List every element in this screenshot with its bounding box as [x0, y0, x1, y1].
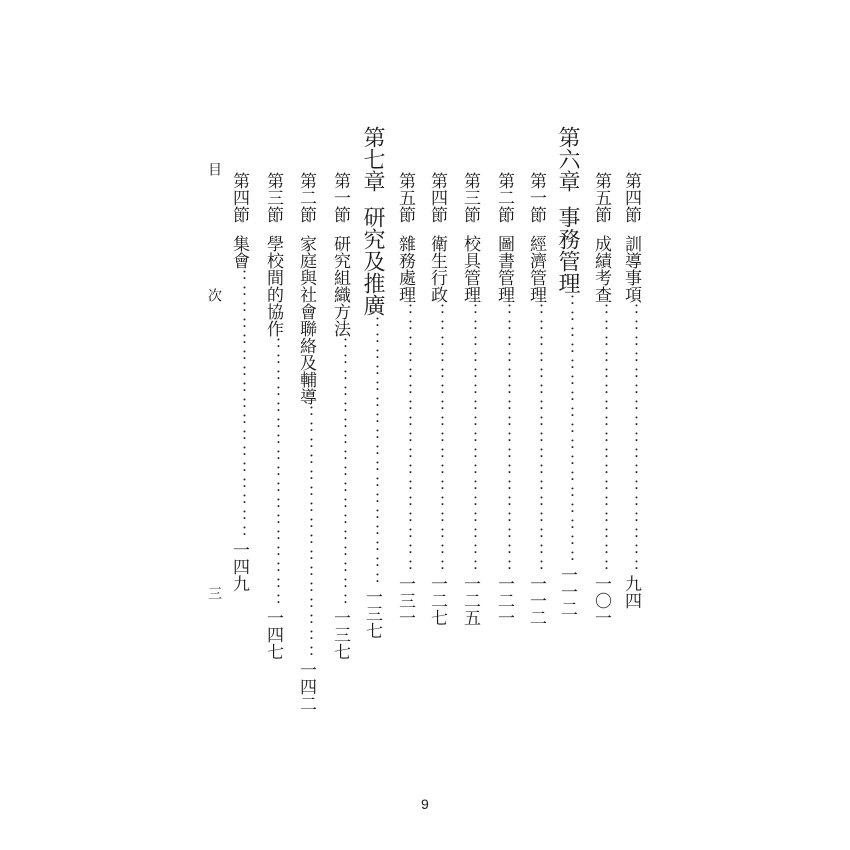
toc-leader: ：：：：：：：：：：：：：：：：： — [363, 316, 382, 588]
toc-chapter — [361, 126, 383, 712]
toc-chapter — [556, 126, 578, 712]
toc-leader: ：：：：：：：：：：：：：：：：： — [461, 303, 480, 575]
toc-title: 雜務處理 — [395, 235, 415, 303]
toc-page: 一二一 — [494, 575, 514, 626]
toc-page: 一三七 — [330, 609, 350, 660]
toc-section: 第三節 — [263, 172, 283, 223]
toc-entry — [428, 172, 445, 712]
toc-leader: ：：：：：：：：：：：：：：：：： — [230, 269, 249, 541]
toc-section: 第一節 — [526, 172, 546, 223]
toc-page: 一三七 — [362, 588, 382, 639]
toc-title: 集會 — [229, 235, 249, 269]
toc-title: 校具管理 — [460, 235, 480, 303]
toc-page: 一一二 — [557, 566, 577, 617]
toc-leader: ：：：：：：：：：：：：：：：：： — [592, 303, 611, 575]
toc-page: 一四九 — [229, 541, 249, 592]
toc-leader: ：：：：：：：：：：：：：：：：： — [331, 337, 350, 609]
toc-chapter-title: 研究及推廣 — [360, 206, 385, 316]
toc-title: 家庭與社會聯絡及輔導 — [296, 235, 316, 405]
toc-section: 第五節 — [591, 172, 611, 223]
toc-page: 一二七 — [427, 575, 447, 626]
running-header-mu: 目 — [206, 162, 222, 176]
toc-section: 第五節 — [395, 172, 415, 223]
toc-page: 一四二 — [296, 661, 316, 712]
toc-page: 一〇一 — [591, 575, 611, 626]
toc-leader: ：：：：：：：：：：：：：：：： — [297, 405, 316, 661]
toc-title: 衛生行政 — [427, 235, 447, 303]
toc-section: 第四節 — [427, 172, 447, 223]
page-number-chinese: 三 — [206, 586, 222, 600]
toc-entry — [461, 172, 478, 712]
toc-chapter-number: 第七章 — [360, 126, 385, 192]
toc-section: 第二節 — [296, 172, 316, 223]
toc-title: 成績考查 — [591, 235, 611, 303]
toc-title: 圖書管理 — [494, 235, 514, 303]
toc-page: 一二五 — [460, 575, 480, 626]
toc-entry — [495, 172, 512, 712]
toc-leader: ：：：：：：：：：：：：：：：：： — [428, 303, 447, 575]
toc-entry — [331, 172, 348, 712]
toc-page: 一四七 — [263, 609, 283, 660]
page-number: 9 — [421, 796, 429, 812]
toc-entry — [592, 172, 609, 712]
running-header-ci: 次 — [206, 288, 222, 302]
toc-title: 訓導事項 — [621, 235, 641, 303]
toc-entry — [297, 172, 314, 712]
toc-entry — [622, 172, 639, 712]
toc-title: 學校間的協作 — [263, 235, 283, 337]
toc-entry — [230, 172, 247, 712]
toc-title: 研究組織方法 — [330, 235, 350, 337]
toc-leader: ：：：：：：：：：：：：：：：：： — [495, 303, 514, 575]
toc-chapter-title: 事務管理 — [555, 206, 580, 294]
toc-leader: ：：：：：：：：：：：：：：：：： — [558, 294, 577, 566]
toc-leader: ：：：：：：：：：：：：：：：：： — [396, 303, 415, 575]
toc-page: 九四 — [621, 575, 641, 609]
toc-page: 一三一 — [395, 575, 415, 626]
toc-leader: ：：：：：：：：：：：：：：：：： — [264, 337, 283, 609]
toc-section: 第一節 — [330, 172, 350, 223]
toc-title: 經濟管理 — [526, 235, 546, 303]
toc-chapter-number: 第六章 — [555, 126, 580, 192]
toc-entry — [527, 172, 544, 712]
toc-section: 第四節 — [621, 172, 641, 223]
toc-leader: ：：：：：：：：：：：：：：：：： — [527, 303, 546, 575]
toc-page: 一一二 — [526, 575, 546, 626]
toc-section: 第三節 — [460, 172, 480, 223]
toc-section: 第四節 — [229, 172, 249, 223]
toc-leader: ：：：：：：：：：：：：：：：：： — [622, 303, 641, 575]
toc-section: 第二節 — [494, 172, 514, 223]
toc-entry — [396, 172, 413, 712]
toc-entry — [264, 172, 281, 712]
